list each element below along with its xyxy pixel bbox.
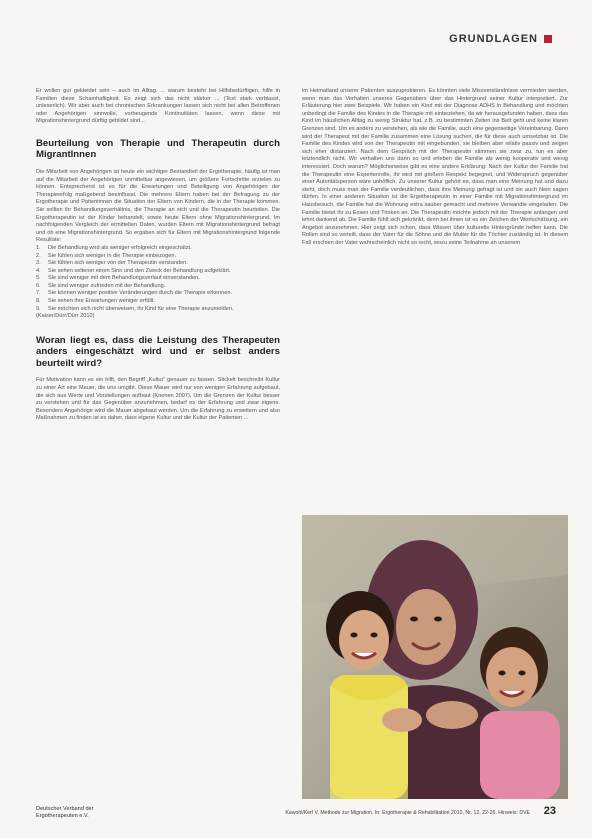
intro-paragraph: Er wollen gut gekleidet sein – auch im Alltag. ... warum besteht bei Hilfsbedürftigen, hilfe in Familien diese Schamhaftigkeit. Es zeigt sich das nicht stärker ... (Text stark verblasst, unleserlich). Wir aber auch bei chronischen Erkrankungen lassen sich nicht bei allen Betroffenen oder Angehörigen sinnvolle, vorbeugende Kontinuitäten lassen, wenn diese mit Migrationshintergrund dürftig gebildet sind...	[36, 88, 280, 125]
section-heading-evaluation: Beurteilung von Therapie und Therapeutin durch MigrantInnen	[36, 137, 280, 161]
page-number: 23	[543, 805, 556, 817]
footer-organization	[36, 806, 94, 820]
family-photo	[302, 515, 568, 799]
section-heading-question: Woran liegt es, dass die Leistung des Therapeuten anders eingeschätzt wird und er selbst anders beurteilt wird?	[36, 334, 280, 369]
list-item: 1. Die Behandlung wird als weniger erfolgreich eingeschätzt.	[36, 244, 192, 251]
left-column	[36, 88, 280, 423]
list-item: 6. Sie sind weniger zufrieden mit der Behandlung.	[36, 282, 166, 289]
culture-paragraph: Für Motivation kann es ein hilft, den Begriff „Kultur“ genauer zu fassen. Stickelt beschreibt Kultur zu einer Art eine Mauer, die uns umgibt. Diese Mauer wird nur von wenigen Erfahrung aufgebaut, die sich aus Werte und Vorstellungen aufbaut (Koenen 2007). Um die Grenzen der Kultur besser zu verstehen und für das Gegenüber anzunehmen, bedarf es der Erfahrung und zwar eigene. Besonders Angehörige wird die Mauer abgebaut werden. Um die Erfahrung zu erweitern und also Maßnahmen zu finden ist es daher, dass eigene Kultur und die Kultur der Patienten ...	[36, 377, 280, 422]
list-item: 9. Sie möchten sich nicht überweisen, ihr Kind für eine Therapie anzumelden.	[36, 305, 234, 312]
org-line-2: Ergotherapeuten e.V.	[36, 813, 89, 819]
source-citation: (Kaiser/Dürr/Dürr 2010)	[36, 313, 95, 320]
section-header	[449, 33, 552, 45]
accent-square-icon	[544, 35, 552, 43]
right-paragraph: im Heimatland unserer Patienten auszuprobieren. Es könnten viele Missverständnisse vermieden werden, wenn man das Verhalten unseres Gegenübers über das Hintergrund seiner Kultur interpretiert. Zur Erläuterung hier zwei Beispiele. Wir haben ein Kind mit der Diagnose ADHS in Behandlung und möchten unbedingt die Familie des Kindes in die Therapie mit einbeziehen, da wir herausgefunden haben, dass das Kind im häuslichen Alltag zu wenig Struktur hat, z.B. zu bestimmten Zeiten ins Bett geht und keine klaren Grenzen sind. Um es anders zu verstehen, als wie die Familie, auch eine gegenseitige Vereinbarung. Dann wird der Therapeut mit der Familie zusammen eine Lösung suchen, die für diese auch umsetzbar ist. Die Familie des Kindes wird von der Therapeutin mit eingebunden, sie bleiben aber relativ passiv und zeigen sich eher distanziert. Nach dem Gespräch mit der Therapeutin stimmen sie zwar zu, tun es aber letztendlich nicht. Wir verhalten uns dann so und erleben die Familie als wenig kooperativ und wenig interessiert. Doch warum? Möglicherweise gibt es eine andere Erklärung: Nach der Kultur der Familie hat die Therapeutin eine Expertenrolle, ihr wird mit großem Respekt begegnet, und Widerspruch gegenüber einer Autoritätsperson wäre unhöflich. Zu unserer Kultur gehört es, dass man eine Meinung hat und dazu steht, doch muss man der Familie verdeutlichen, dass ihre Meinung gefragt ist und sie auch Nein sagen dürfen. In einer anderen Situation ist die Ergotherapeutin in einer Familie mit Migrationshintergrund im Hausbesuch, die Familie hat die Wohnung extra sauber gemacht und mehrere Verwandte eingeladen. Die Familie bietet ihr zu Essen und Trinken an. Die Therapeutin möchte jedoch mit der Therapie anfangen und lehnt dankend ab. Die Familie fühlt sich gekränkt, denn bei ihnen ist es ein Zeichen der Wertschätzung, ein Angebot anzunehmen. Hier zeigt sich schon, dass Wissen über kulturelle Hintergründe helfen kann. Die Rollen sind so verteilt, dass der Vater für die Söhne und die Mutter für die Töchter zuständig ist. In diesem Fall erschien der Vater wahrscheinlich nicht so recht, wozu seine Teilnahme an unserem	[302, 88, 568, 246]
section-title: GRUNDLAGEN	[449, 33, 538, 45]
results-list	[36, 245, 280, 313]
footer-reference: Kawohl/Kerl V. Methode zur Migration. In: Ergotherapie & Rehabilitation 2010, Nr. 12, 22-26. Hinweis: DVE	[285, 810, 530, 816]
list-item: 8. Sie sehen ihre Erwartungen weniger erfüllt.	[36, 298, 155, 305]
list-item: 3. Sie fühlen sich weniger von der Therapeutin verstanden.	[36, 260, 188, 267]
right-column	[302, 88, 568, 247]
list-item: 2. Sie fühlen sich weniger in die Therapie einbezogen.	[36, 252, 177, 259]
list-item: 7. Sie können weniger positive Veränderungen durch die Therapie erkennen.	[36, 290, 232, 297]
evaluation-paragraph: Die Mitarbeit von Angehörigen ist heute ein wichtiger Bestandteil der Ergotherapie, häufig ist man auf die Mitarbeit der Angehörigen unmittelbar angewiesen, um größere Fortschritte erzielen zu können. Entsprechend ist es für die Erwartungen und Beteiligung von Angehörigen der Therapieerfolg maßgebend beeinflusst. Die mehrere Eltern haben bei der Befragung zu der Ergotherapie und Patientinnen die Situation der Eltern von Kindern, die in der Therapie kommen. Sie sollten ihr Behandlungsverhältnis, die Therapie an sich und die Therapeutin beurteilen. Die Ergotherapeutin ist der Kinder behandelt, sowie heute Eltern ohne Migrationshintergrund. Im nachfolgenden Vergleich der ermittelten Daten, wurden Eltern mit Migrationshintergrund befragt und ob eine Migrationshintergrund. So ergaben sich für Eltern mit Migrationshintergrund folgende Resultate:	[36, 168, 280, 244]
list-item: 5. Sie sind weniger mit dem Behandlungsverlauf einverstanden.	[36, 275, 200, 282]
family-photo-illustration	[302, 515, 568, 799]
org-line-1: Deutscher Verband der	[36, 806, 94, 812]
list-item: 4. Sie sehen seltener einen Sinn und den Zweck der Behandlung aufgeklärt.	[36, 267, 231, 274]
